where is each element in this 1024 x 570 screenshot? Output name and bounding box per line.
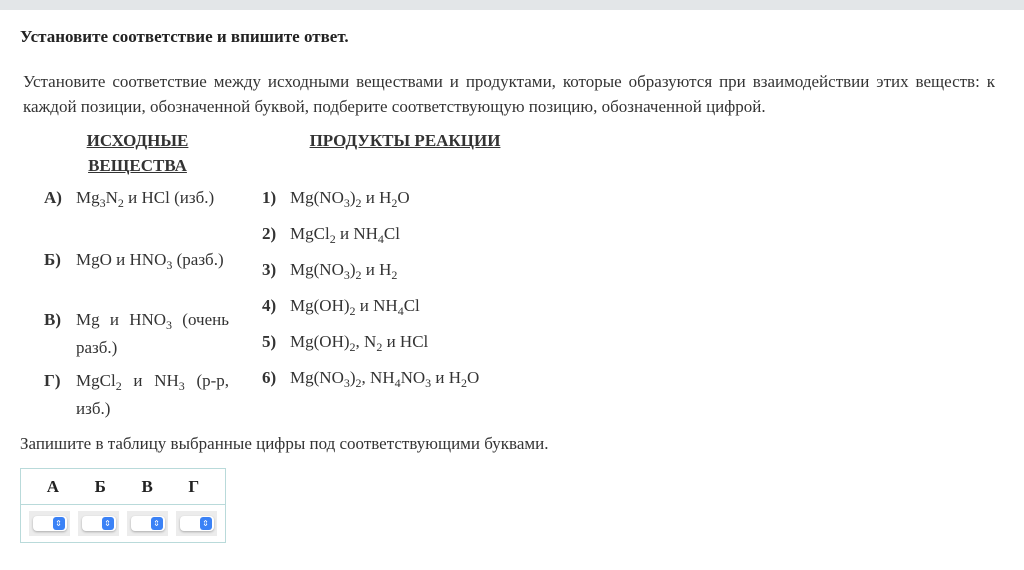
task-title: Установите соответствие и впишите ответ.: [20, 27, 349, 46]
product-item: [262, 328, 428, 356]
answer-header-row: [21, 469, 225, 505]
product-label: 6): [262, 368, 277, 387]
select-arrows-icon: ⇕: [200, 517, 212, 530]
select-arrows-icon: ⇕: [151, 517, 163, 530]
product-label: 5): [262, 332, 277, 351]
reactant-label: Г): [44, 371, 61, 390]
reactant-item: [44, 246, 229, 274]
product-item: [262, 184, 410, 212]
product-text: $Mg(OH)_2$, $N_2$ и HCl: [290, 332, 429, 354]
answer-select-g[interactable]: [180, 516, 214, 531]
product-text: $Mg(OH)_2$ и $NH_4Cl$: [290, 296, 420, 318]
answer-cell-g: [176, 511, 217, 536]
reactant-label: А): [44, 188, 62, 207]
answer-table: [20, 468, 226, 543]
product-text: $Mg(NO_3)_2$, $NH_4NO_3$ и $H_2O$: [290, 368, 480, 390]
answer-select-v[interactable]: [131, 516, 165, 531]
reactants-header: ИСХОДНЫЕ ВЕЩЕСТВА: [86, 131, 189, 175]
product-text: MgCl$_2$ и $NH_4Cl$: [290, 224, 400, 246]
reactant-text: $Mg_3N_2$ и HCl (изб.): [76, 188, 215, 210]
column-header: Г: [188, 476, 200, 496]
answer-cell-a: [29, 511, 70, 536]
reactant-label: Б): [44, 250, 61, 269]
product-label: 4): [262, 296, 277, 315]
answer-select-b[interactable]: [82, 516, 116, 531]
product-item: [262, 220, 400, 248]
answer-select-a[interactable]: [33, 516, 67, 531]
reactant-text: MgO и $HNO_3$ (разб.): [76, 250, 224, 272]
column-header: В: [141, 476, 153, 496]
select-arrows-icon: ⇕: [53, 517, 65, 530]
answer-cell-b: [78, 511, 119, 536]
reactant-text: Mg и $HNO_3$ (очень разб.): [76, 310, 229, 357]
answer-cell-v: [127, 511, 168, 536]
answer-select-row: [21, 505, 225, 542]
select-arrows-icon: ⇕: [102, 517, 114, 530]
instruction-text: Установите соответствие между исходными веществами и продуктами, которые образуются при взаимодействии этих веществ: к каждой позиции, обозначенной буквой, подберите соответствующую позицию, обозначенной цифрой.: [23, 72, 995, 116]
reactant-label: В): [44, 310, 61, 329]
column-header: Б: [94, 476, 106, 496]
reactant-item: [44, 306, 229, 362]
product-label: 1): [262, 188, 277, 207]
product-label: 2): [262, 224, 277, 243]
product-item: [262, 256, 397, 284]
reactant-item: [44, 367, 229, 423]
product-item: [262, 364, 479, 392]
products-header: ПРОДУКТЫ РЕАКЦИИ: [309, 131, 501, 150]
product-text: $Mg(NO_3)_2$ и $H_2$: [290, 260, 398, 282]
column-header: А: [46, 476, 60, 496]
product-text: $Mg(NO_3)_2$ и $H_2O$: [290, 188, 410, 210]
reactant-item: [44, 184, 229, 212]
answer-instruction: Запишите в таблицу выбранные цифры под соответствующими буквами.: [20, 434, 549, 453]
reactant-text: MgCl$_2$ и $NH_3$ (р-р, изб.): [76, 371, 230, 418]
product-label: 3): [262, 260, 277, 279]
product-item: [262, 292, 420, 320]
top-bar: [0, 0, 1024, 10]
